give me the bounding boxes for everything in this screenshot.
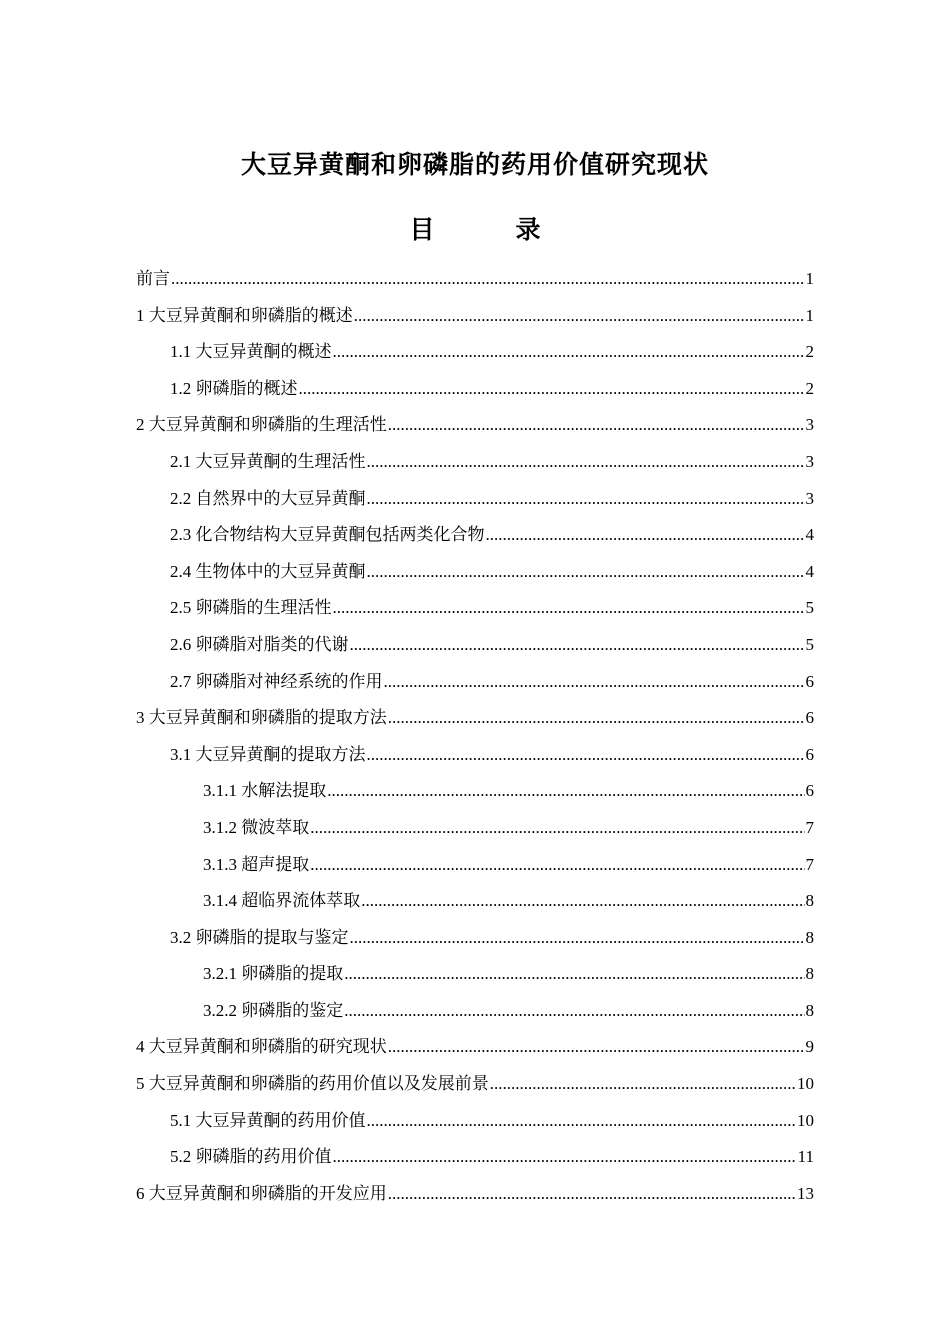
toc-entry-page-number: 6 — [805, 781, 814, 801]
toc-entry-label: 3.2 卵磷脂的提取与鉴定 — [170, 927, 349, 947]
toc-leader-dots — [367, 489, 805, 509]
toc-entry[interactable] — [136, 886, 814, 923]
toc-entry[interactable] — [136, 410, 814, 447]
toc-entry[interactable] — [136, 520, 814, 557]
toc-entry-label: 2.1 大豆异黄酮的生理活性 — [170, 451, 366, 471]
toc-entry-page-number: 8 — [805, 964, 814, 984]
toc-entry-page-number: 6 — [805, 744, 814, 764]
toc-entry[interactable] — [136, 374, 814, 411]
toc-entry-label: 2.4 生物体中的大豆异黄酮 — [170, 561, 366, 581]
toc-entry[interactable] — [136, 264, 814, 301]
toc-entry-page-number: 3 — [805, 415, 814, 435]
toc-leader-dots — [333, 1147, 797, 1167]
toc-leader-dots — [490, 1074, 796, 1094]
toc-entry-page-number: 9 — [805, 1037, 814, 1057]
toc-entry-label: 2.6 卵磷脂对脂类的代谢 — [170, 634, 349, 654]
toc-entry-label: 3.2.2 卵磷脂的鉴定 — [203, 1000, 344, 1020]
toc-entry[interactable] — [136, 484, 814, 521]
toc-heading: 目 录 — [409, 217, 569, 244]
toc-leader-dots — [361, 891, 804, 911]
toc-entry-page-number: 2 — [805, 378, 814, 398]
toc-entry-label: 2 大豆异黄酮和卵磷脂的生理活性 — [136, 415, 387, 435]
toc-leader-dots — [388, 1037, 805, 1057]
toc-entry[interactable] — [136, 557, 814, 594]
toc-leader-dots — [344, 964, 804, 984]
toc-entry[interactable] — [136, 630, 814, 667]
toc-entry[interactable] — [136, 301, 814, 338]
toc-leader-dots — [384, 672, 805, 692]
toc-entry[interactable] — [136, 703, 814, 740]
toc-leader-dots — [344, 1001, 804, 1021]
toc-entry[interactable] — [136, 593, 814, 630]
toc-leader-dots — [299, 379, 805, 399]
toc-entry[interactable] — [136, 1032, 814, 1069]
toc-entry-page-number: 8 — [805, 1000, 814, 1020]
toc-entry-page-number: 1 — [805, 269, 814, 288]
toc-entry-label: 6 大豆异黄酮和卵磷脂的开发应用 — [136, 1183, 387, 1203]
toc-leader-dots — [310, 818, 804, 838]
toc-leader-dots — [327, 781, 804, 801]
toc-entry[interactable] — [136, 813, 814, 850]
toc-entry-label: 3 大豆异黄酮和卵磷脂的提取方法 — [136, 708, 387, 728]
toc-leader-dots — [354, 306, 805, 326]
toc-entry[interactable] — [136, 850, 814, 887]
toc-entry-label: 5 大豆异黄酮和卵磷脂的药用价值以及发展前景 — [136, 1074, 489, 1094]
toc-entry-page-number: 6 — [805, 671, 814, 691]
toc-entry-label: 3.1.4 超临界流体萃取 — [203, 891, 361, 911]
toc-entry-label: 1.1 大豆异黄酮的概述 — [170, 342, 332, 362]
toc-entry-label: 3.1.1 水解法提取 — [203, 781, 327, 801]
toc-entry-page-number: 1 — [805, 305, 814, 325]
toc-entry-label: 3.2.1 卵磷脂的提取 — [203, 964, 344, 984]
toc-entry-page-number: 8 — [805, 927, 814, 947]
toc-entry-page-number: 8 — [805, 891, 814, 911]
toc-entry-page-number: 10 — [797, 1074, 814, 1094]
toc-entry-page-number: 3 — [805, 488, 814, 508]
toc-entry-page-number: 3 — [805, 451, 814, 471]
toc-leader-dots — [367, 452, 805, 472]
toc-entry-label: 2.7 卵磷脂对神经系统的作用 — [170, 671, 383, 691]
toc-entry-page-number: 5 — [805, 598, 814, 618]
toc-entry-label: 前言 — [136, 269, 170, 288]
toc-entry[interactable] — [136, 447, 814, 484]
toc-entry[interactable] — [136, 923, 814, 960]
toc-entry-label: 5.1 大豆异黄酮的药用价值 — [170, 1110, 366, 1130]
toc-leader-dots — [350, 928, 805, 948]
toc-entry-label: 1.2 卵磷脂的概述 — [170, 378, 298, 398]
toc-entry-page-number: 7 — [805, 854, 814, 874]
toc-leader-dots — [367, 1111, 797, 1131]
toc-leader-dots — [310, 855, 804, 875]
toc-entry-label: 5.2 卵磷脂的药用价值 — [170, 1147, 332, 1167]
toc-entry[interactable] — [136, 1142, 814, 1179]
toc-leader-dots — [388, 708, 805, 728]
toc-entry[interactable] — [136, 337, 814, 374]
toc-leader-dots — [333, 598, 805, 618]
toc-entry[interactable] — [136, 740, 814, 777]
toc-leader-dots — [350, 635, 805, 655]
toc-leader-dots — [486, 525, 805, 545]
toc-leader-dots — [171, 269, 805, 289]
toc-entry[interactable] — [136, 776, 814, 813]
toc-entry-page-number: 6 — [805, 708, 814, 728]
toc-entry-page-number: 5 — [805, 634, 814, 654]
toc-entry-page-number: 2 — [805, 342, 814, 362]
toc-entry-page-number: 7 — [805, 817, 814, 837]
toc-entry-page-number: 4 — [805, 561, 814, 581]
document-title: 大豆异黄酮和卵磷脂的药用价值研究现状 — [240, 152, 709, 179]
toc-entry-label: 4 大豆异黄酮和卵磷脂的研究现状 — [136, 1037, 387, 1057]
toc-entry-label: 2.2 自然界中的大豆异黄酮 — [170, 488, 366, 508]
toc-entry-label: 2.3 化合物结构大豆异黄酮包括两类化合物 — [170, 525, 485, 545]
toc-entry[interactable] — [136, 1069, 814, 1106]
toc-entry[interactable] — [136, 959, 814, 996]
toc-leader-dots — [367, 745, 805, 765]
toc-entry[interactable] — [136, 996, 814, 1033]
table-of-contents — [136, 264, 814, 1215]
toc-entry-page-number: 4 — [805, 525, 814, 545]
toc-entry-label: 3.1.2 微波萃取 — [203, 817, 310, 837]
toc-leader-dots — [388, 1184, 796, 1204]
toc-entry[interactable] — [136, 1179, 814, 1216]
toc-leader-dots — [333, 342, 805, 362]
toc-entry-label: 3.1 大豆异黄酮的提取方法 — [170, 744, 366, 764]
toc-entry-label: 2.5 卵磷脂的生理活性 — [170, 598, 332, 618]
toc-entry-page-number: 13 — [797, 1183, 814, 1203]
toc-entry-page-number: 11 — [797, 1147, 814, 1167]
toc-entry-page-number: 10 — [797, 1110, 814, 1130]
toc-entry-label: 3.1.3 超声提取 — [203, 854, 310, 874]
toc-entry-label: 1 大豆异黄酮和卵磷脂的概述 — [136, 305, 353, 325]
toc-leader-dots — [388, 415, 805, 435]
toc-entry[interactable] — [136, 667, 814, 704]
toc-entry[interactable] — [136, 1106, 814, 1143]
toc-leader-dots — [367, 562, 805, 582]
